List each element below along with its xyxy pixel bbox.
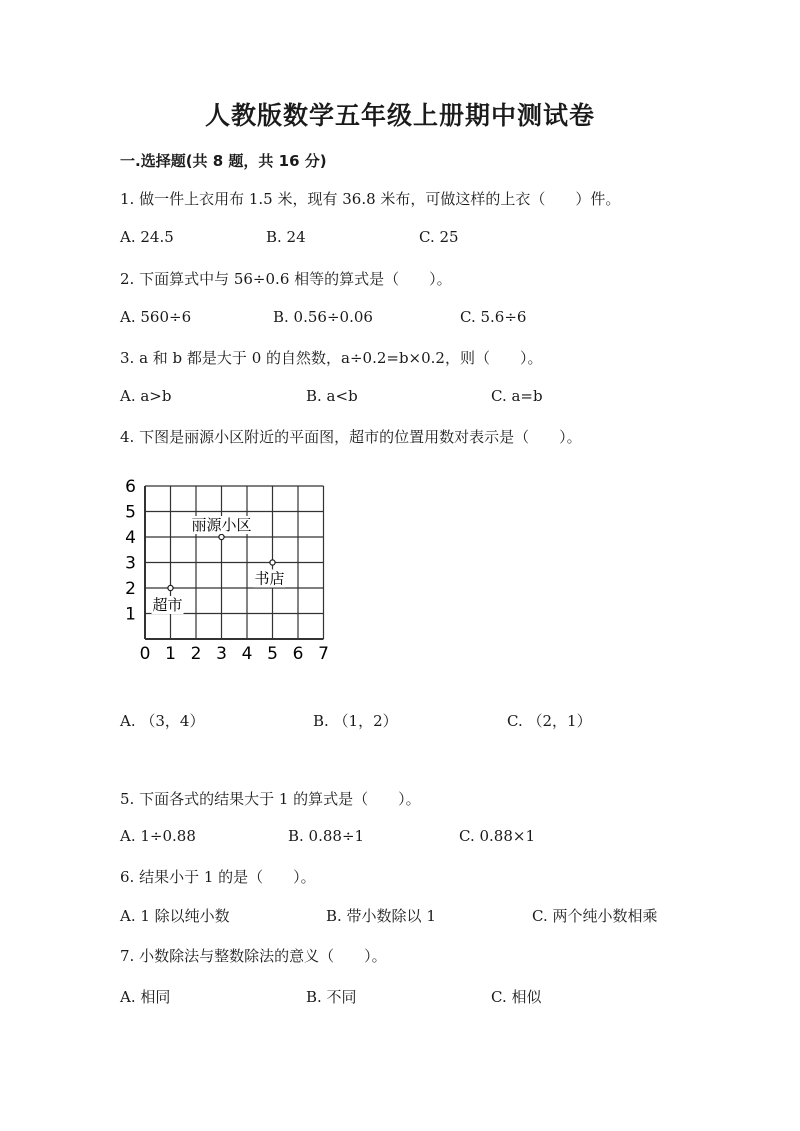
x-tick-label: 4 [241,644,253,664]
coordinate-grid [118,478,338,668]
question-4-stem: 4. 下图是丽源小区附近的平面图，超市的位置用数对表示是（ ）。 [120,428,582,446]
x-tick-label: 3 [216,644,227,664]
x-tick-label: 2 [190,644,202,664]
map-figure [118,478,338,668]
y-tick-label: 3 [125,553,136,574]
y-tick-label: 6 [125,478,136,497]
question-4-option-c: C. （2，1） [507,712,592,730]
question-3-stem: 3. a 和 b 都是大于 0 的自然数，a÷0.2=b×0.2，则（ ）。 [120,349,543,367]
x-tick-label: 6 [292,644,304,664]
x-tick-label: 1 [165,644,176,664]
question-2-option-b: B. 0.56÷0.06 [273,308,373,326]
question-7-option-c: C. 相似 [491,988,542,1006]
place-point [219,534,224,539]
question-7-option-b: B. 不同 [306,988,357,1006]
question-1-option-a: A. 24.5 [120,228,174,246]
exam-title: 人教版数学五年级上册期中测试卷 [204,101,595,130]
place-label: 超市 [152,596,183,614]
place-label: 丽源小区 [191,516,252,534]
y-tick-label: 5 [125,502,136,523]
x-tick-label: 5 [267,644,278,664]
question-6-option-a: A. 1 除以纯小数 [120,907,230,925]
question-6-option-b: B. 带小数除以 1 [326,907,436,925]
question-3-option-a: A. a>b [120,387,172,405]
question-3-option-c: C. a=b [491,387,543,405]
question-5-option-b: B. 0.88÷1 [288,827,365,845]
question-5-option-a: A. 1÷0.88 [120,827,196,845]
x-tick-label: 7 [318,644,329,664]
question-6-stem: 6. 结果小于 1 的是（ ）。 [120,868,316,886]
y-tick-label: 1 [125,604,136,625]
question-2-option-a: A. 560÷6 [120,308,192,326]
question-3-option-b: B. a<b [306,387,358,405]
question-4-option-a: A. （3，4） [120,712,205,730]
question-2-stem: 2. 下面算式中与 56÷0.6 相等的算式是（ ）。 [120,270,452,288]
question-5-stem: 5. 下面各式的结果大于 1 的算式是（ ）。 [120,790,421,808]
question-5-option-c: C. 0.88×1 [459,827,535,845]
y-tick-label: 2 [125,579,136,599]
question-7-stem: 7. 小数除法与整数除法的意义（ ）。 [120,947,387,965]
x-tick-label: 0 [139,644,151,664]
place-point [168,585,173,590]
question-6-option-c: C. 两个纯小数相乘 [532,907,658,925]
section-heading: 一.选择题(共 8 题，共 16 分) [120,152,327,170]
question-1-stem: 1. 做一件上衣用布 1.5 米，现有 36.8 米布，可做这样的上衣（ ）件。 [120,190,621,208]
place-point [270,560,275,565]
question-7-option-a: A. 相同 [120,988,171,1006]
question-1-option-b: B. 24 [266,228,306,246]
question-2-option-c: C. 5.6÷6 [460,308,527,326]
y-tick-label: 4 [125,528,136,548]
place-label: 书店 [254,569,285,588]
question-1-option-c: C. 25 [419,228,459,246]
question-4-option-b: B. （1，2） [313,712,398,730]
